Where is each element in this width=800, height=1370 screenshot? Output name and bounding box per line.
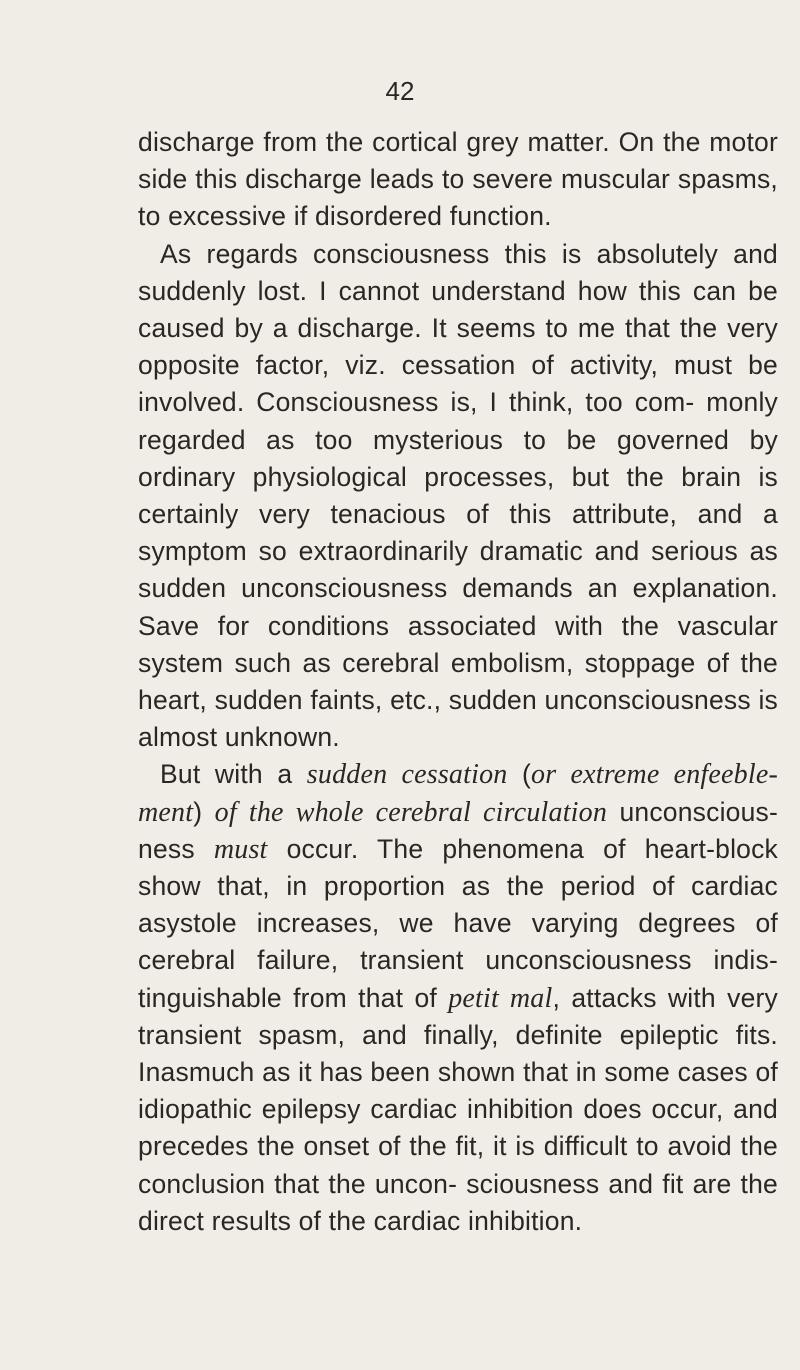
page-number: 42	[385, 76, 415, 106]
paragraph-1: discharge from the cortical grey matter. On the motor side this discharge leads to severe muscular spasms, to excessive if disordered function.	[138, 127, 778, 232]
italic-phrase-sudden-cessation: sudden cessation	[306, 759, 508, 791]
paragraph-3	[138, 756, 778, 1240]
paragraph-3-text: )	[193, 796, 215, 827]
paragraph-3-text: unconscious- ness	[138, 796, 779, 864]
paragraph-3-text: But with a	[160, 759, 307, 790]
italic-phrase-extreme-enfeeblement: or extreme enfeeble- ment	[138, 759, 778, 828]
paragraph-2: As regards consciousness this is absolutely and suddenly lost. I cannot understand how this can be caused by a discharge. It seems to me that the very opposite factor, viz. cessation of activity, must be involved. Consciousness is, I think, too com- monly regarded as too mysterious to be governed by ordinary physiological processes, but the brain is certainly very tenacious of this attribute, and a symptom so extraordinarily dramatic and serious as sudden unconsciousness demands an explanation. Save for conditions associated with the vascular system such as cerebral embolism, stoppage of the heart, sudden faints, etc., sudden unconsciousness is almost unknown.	[138, 238, 778, 753]
paragraph-3-text: occur. The phenomena of heart-block show that, in proportion as the period of cardiac asystole increases, we have varying degrees of cerebral failure, transient unconsciousness indis- tinguishable from that of	[138, 833, 778, 1013]
italic-phrase-petit-mal: petit mal	[448, 982, 553, 1014]
body-text	[138, 124, 778, 1240]
paragraph-3-text: (	[507, 759, 532, 790]
italic-word-must: must	[213, 833, 268, 865]
paragraph-3-text: , attacks with very transient spasm, and finally, definite epileptic fits. Inasmuch as it has been shown that in some cases of idiopathic epilepsy cardiac inhibition does occur, and precedes the onset of the fit, it is difficult to avoid the conclusion that the uncon- sciousness and fit are the direct results of the cardiac inhibition.	[138, 982, 778, 1236]
italic-phrase-cerebral-circulation: of the whole cerebral circulation	[214, 796, 608, 828]
